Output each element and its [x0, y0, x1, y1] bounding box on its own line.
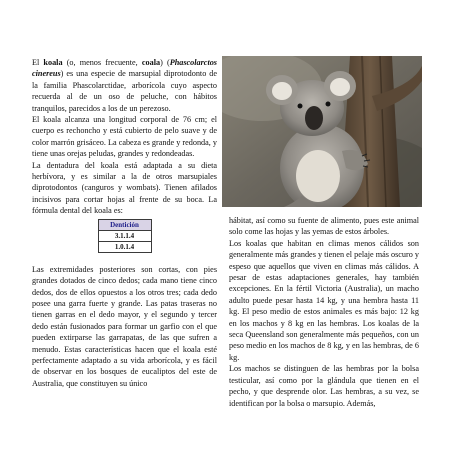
koala-photo	[222, 56, 422, 207]
dentition-row-upper: 3.1.1.4	[98, 230, 151, 241]
intro-text-4: ) es una especie de marsupial diprotodonto de la familia Phascolarctidae, arborícola cuyo aspecto recuerda al de un oso de peluche, con hábitos tranquilos, parecidos a los de un perezoso.	[32, 69, 217, 113]
left-column	[32, 57, 217, 389]
term-koala: koala	[43, 58, 63, 67]
dentition-header: Dentición	[98, 219, 151, 230]
paragraph-sexes: Los machos se distinguen de las hembras por la bolsa testicular, así como por la glándula que tienen en el pecho, y que desprende olor. Las hembras, a su vez, se identifican por la bolsa o marsupio. Además,	[229, 364, 419, 408]
koala-photo-icon	[222, 56, 422, 207]
paragraph-climate: Los koalas que habitan en climas menos cálidos son generalmente más grandes y tienen el pelaje más oscuro y espeso que aquellos que viven en climas más cálidos. A pesar de estas adaptaciones generales, hay también excepciones. En la fértil Victoria (Australia), un macho adulto puede pesar hasta 14 kg, y una hembra hasta 11 kg. El peso medio de estos animales es más bajo: 12 kg en los machos y 8 kg en las hembras. Los koalas de la seca Queensland son generalmente más pequeños, con un peso medio en los machos de 8 kg, y en las hembras, de 6 kg.	[229, 238, 419, 362]
dentition-table	[98, 219, 152, 253]
paragraph-intro	[32, 57, 217, 114]
paragraph-dentition: La dentadura del koala está adaptada a su dieta herbívora, y es similar a la de otros marsupiales diprotodontos (canguros y wombats). Tienen afilados incisivos para cortar hojas al frente de su boca. La fórmula dental del koala es:	[32, 160, 217, 216]
intro-text-1: El	[32, 58, 44, 67]
scientific-name: Phascolarctos cinereus	[32, 58, 217, 79]
paragraph-limbs: Las extremidades posteriores son cortas, con pies grandes dotados de cinco dedos; cada mano tiene cinco dedos, dos de ellos opuestos a los otros tres; cada dedo posee una garra fuerte y grande. Las patas traseras no tienen garras en el dedo mayor, y el segundo y tercer dedo están fusionados para formar un garfio con el que pueden extirparse las garrapatas, de las que sufren a menudo. Estas características hacen que el koala esté perfectamente adaptado a su vida arborícola, y es fácil de observar en los bosques de eucaliptos del este de Australia, que constituyen su único	[32, 264, 217, 388]
paragraph-body-size: El koala alcanza una longitud corporal de 76 cm; el cuerpo es rechoncho y está cubierto de pelo suave y de color marrón grisáceo. La cabeza es grande y redonda, y tiene unas orejas peludas, grandes y redondeadas.	[32, 115, 217, 159]
term-coala: coala	[141, 58, 161, 67]
right-column	[229, 215, 419, 409]
intro-text-3: ) (	[160, 58, 170, 67]
intro-text-2: (o, menos frecuente,	[62, 58, 142, 67]
paragraph-habitat: hábitat, así como su fuente de alimento, pues este animal solo come las hojas y las yemas de estos árboles.	[229, 216, 419, 237]
dentition-row-lower: 1.0.1.4	[98, 241, 151, 252]
